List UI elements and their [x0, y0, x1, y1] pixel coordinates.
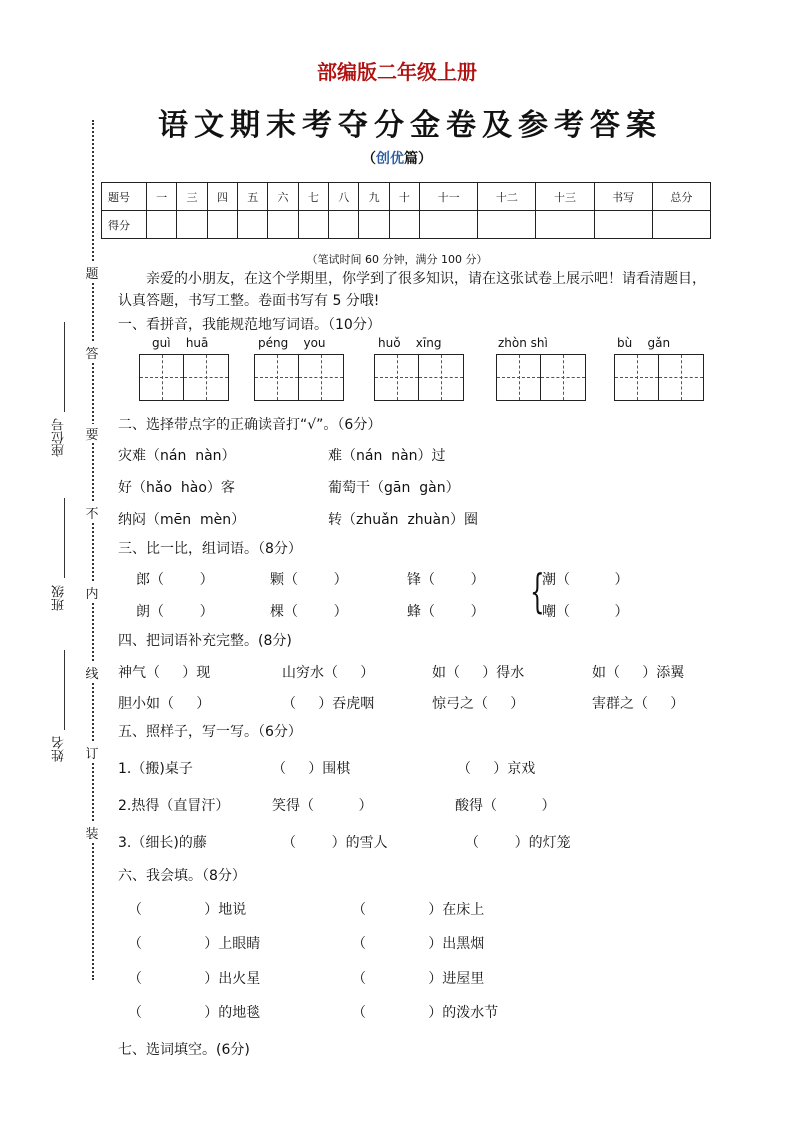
score-col: 十三 [536, 183, 594, 211]
seat-underline[interactable] [64, 322, 65, 412]
q3-item[interactable]: 嘲（ ） [542, 604, 629, 620]
score-row-label: 题号 [102, 183, 147, 211]
binding-char: 内 [84, 583, 100, 602]
score-cell[interactable] [177, 211, 207, 239]
binding-char: 不 [84, 503, 100, 522]
subtitle-edition: 创优 [376, 151, 404, 167]
q3-item[interactable]: 棵（ ） [270, 604, 348, 620]
q4-title: 四、把词语补充完整。(8分) [118, 633, 292, 649]
q5-title: 五、照样子，写一写。（6分） [118, 724, 302, 740]
q6-item[interactable]: （ ）的泼水节 [352, 1005, 499, 1021]
binding-char: 题 [84, 263, 100, 282]
q3-item[interactable]: 颗（ ） [270, 572, 348, 588]
score-col: 总分 [652, 183, 710, 211]
score-col: 十 [389, 183, 419, 211]
score-cell[interactable] [478, 211, 536, 239]
q4-item[interactable]: 如（ ）得水 [432, 665, 525, 681]
score-col: 四 [207, 183, 237, 211]
score-col: 五 [238, 183, 268, 211]
q4-item[interactable]: （ ）吞虎咽 [282, 696, 375, 712]
q5-item[interactable]: （ ）围棋 [272, 761, 351, 777]
binding-dotted-line [92, 120, 94, 980]
q5-item: 1.（搬)桌子 [118, 761, 193, 777]
name-underline[interactable] [64, 650, 65, 730]
exam-note: （笔试时间 60 分钟，满分 100 分） [306, 253, 488, 266]
score-col: 九 [359, 183, 389, 211]
q6-item[interactable]: （ ）上眼睛 [128, 936, 261, 952]
q2-item[interactable]: 灾难（nán nàn） [118, 448, 236, 464]
score-col: 三 [177, 183, 207, 211]
q6-item[interactable]: （ ）进屋里 [352, 971, 485, 987]
q5-item[interactable]: （ ）京戏 [457, 761, 536, 777]
score-col: 十二 [478, 183, 536, 211]
q2-item[interactable]: 纳闷（mēn mèn） [118, 512, 246, 528]
score-table [101, 182, 711, 239]
score-row-label: 得分 [102, 211, 147, 239]
score-col: 六 [268, 183, 298, 211]
class-label: 班级 [52, 585, 67, 611]
binding-char: 答 [84, 343, 100, 362]
q6-item[interactable]: （ ）在床上 [352, 902, 485, 918]
q5-item[interactable]: 酸得（ ） [455, 798, 556, 814]
q4-item[interactable]: 如（ ）添翼 [592, 665, 685, 681]
name-label: 姓名 [52, 736, 67, 762]
writing-box[interactable] [374, 354, 464, 401]
q1-pinyin: bù gǎn [617, 336, 671, 350]
seat-label: 座位号 [52, 418, 67, 457]
q1-pinyin: huǒ xīng [378, 336, 442, 350]
q1-title: 一、看拼音，我能规范地写词语。（10分） [118, 317, 381, 333]
score-table-score-row [102, 211, 711, 239]
score-cell[interactable] [238, 211, 268, 239]
score-col: 一 [147, 183, 177, 211]
q2-title: 二、选择带点字的正确读音打“√”。（6分） [118, 417, 382, 433]
q4-item[interactable]: 惊弓之（ ） [432, 696, 525, 712]
q3-item[interactable]: 蜂（ ） [407, 604, 485, 620]
intro-text: 亲爱的小朋友，在这个学期里，你学到了很多知识，请在这张试卷上展示吧！请看清题目，认真答题，书写工整。卷面书写有 5 分哦! [118, 271, 706, 309]
q3-title: 三、比一比，组词语。（8分） [118, 541, 302, 557]
q1-pinyin: zhòn shì [498, 336, 548, 350]
writing-box[interactable] [496, 354, 586, 401]
writing-box[interactable] [139, 354, 229, 401]
writing-box[interactable] [254, 354, 344, 401]
q4-item[interactable]: 山穷水（ ） [282, 665, 375, 681]
q5-item[interactable]: （ ）的雪人 [282, 835, 388, 851]
q3-item[interactable]: 郎（ ） [136, 572, 214, 588]
score-col: 八 [329, 183, 359, 211]
score-cell[interactable] [594, 211, 652, 239]
score-col: 十一 [420, 183, 478, 211]
score-cell[interactable] [329, 211, 359, 239]
brace-icon: { [530, 564, 545, 618]
q2-item[interactable]: 葡萄干（gān gàn） [328, 480, 460, 496]
score-cell[interactable] [652, 211, 710, 239]
q6-item[interactable]: （ ）地说 [128, 902, 247, 918]
score-cell[interactable] [389, 211, 419, 239]
binding-char: 装 [84, 823, 100, 842]
writing-box[interactable] [614, 354, 704, 401]
q5-item[interactable]: （ ）的灯笼 [465, 835, 571, 851]
exam-title: 语文期末考夺分金卷及参考答案 [158, 108, 662, 143]
score-col: 七 [298, 183, 328, 211]
q3-item[interactable]: 锋（ ） [407, 572, 485, 588]
q6-item[interactable]: （ ）出黑烟 [352, 936, 485, 952]
binding-char: 订 [84, 743, 100, 762]
score-cell[interactable] [298, 211, 328, 239]
q3-item[interactable]: 朗（ ） [136, 604, 214, 620]
score-cell[interactable] [359, 211, 389, 239]
q7-title: 七、选词填空。(6分) [118, 1042, 250, 1058]
q5-item: 2.热得（直冒汗） [118, 798, 230, 814]
binding-char: 要 [84, 424, 100, 443]
q6-item[interactable]: （ ）出火星 [128, 971, 261, 987]
q6-item[interactable]: （ ）的地毯 [128, 1005, 261, 1021]
q2-item[interactable]: 转（zhuǎn zhuàn）圈 [328, 512, 478, 528]
q2-item[interactable]: 好（hǎo hào）客 [118, 480, 235, 496]
score-table-header-row [102, 183, 711, 211]
score-col: 书写 [594, 183, 652, 211]
binding-char: 线 [84, 663, 100, 682]
class-underline[interactable] [64, 498, 65, 578]
q1-pinyin: péng you [258, 336, 326, 350]
score-cell[interactable] [207, 211, 237, 239]
q5-item: 3.（细长)的藤 [118, 835, 207, 851]
q1-pinyin: guì huā [152, 336, 209, 350]
exam-subtitle: （创优篇） [362, 151, 432, 167]
score-cell[interactable] [420, 211, 478, 239]
score-cell[interactable] [536, 211, 594, 239]
grade-heading: 部编版二年级上册 [317, 60, 477, 84]
q5-item[interactable]: 笑得（ ） [272, 798, 373, 814]
q3-item[interactable]: 潮（ ） [542, 572, 629, 588]
score-cell[interactable] [147, 211, 177, 239]
q4-item[interactable]: 害群之（ ） [592, 696, 685, 712]
q6-title: 六、我会填。（8分） [118, 868, 246, 884]
q4-item[interactable]: 神气（ ）现 [118, 665, 211, 681]
q4-item[interactable]: 胆小如（ ） [118, 696, 211, 712]
score-cell[interactable] [268, 211, 298, 239]
q2-item[interactable]: 难（nán nàn）过 [328, 448, 446, 464]
